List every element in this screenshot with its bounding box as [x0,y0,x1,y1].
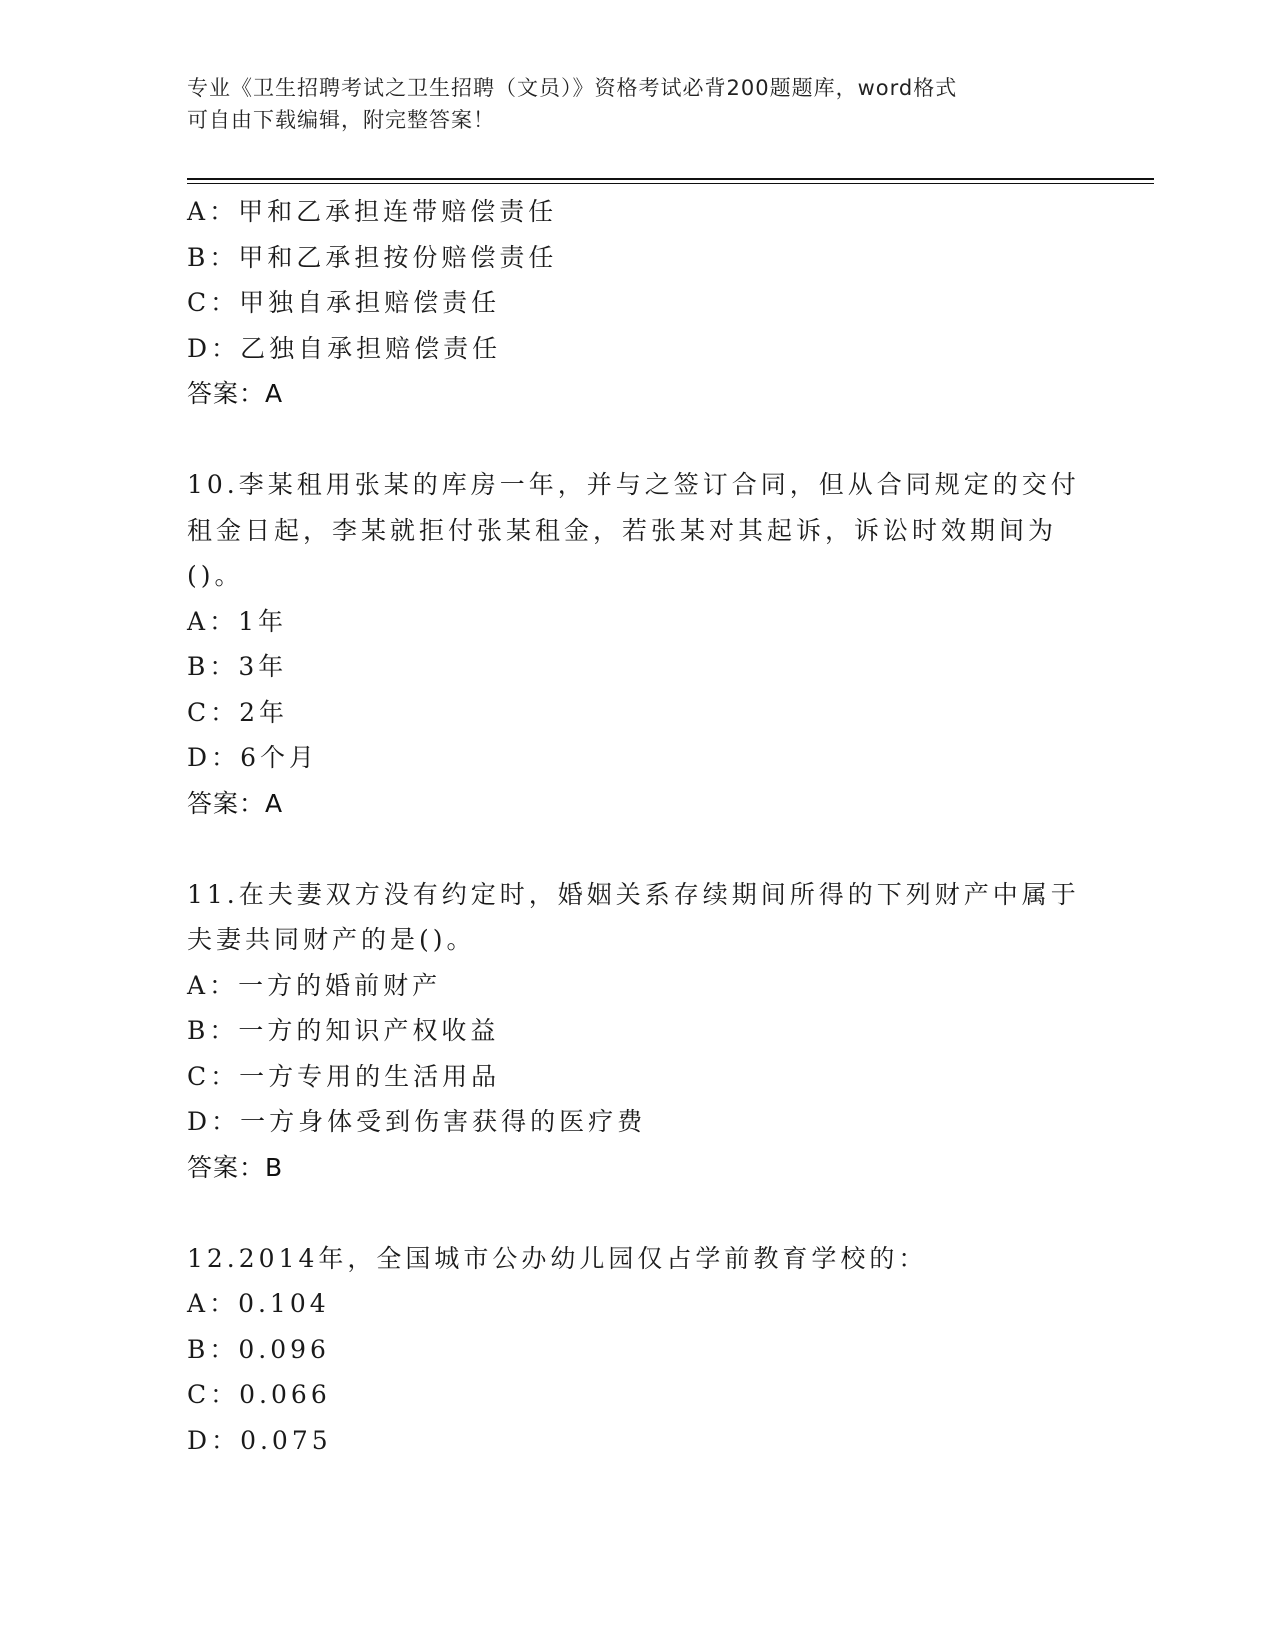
option-a: A：1年 [187,606,287,636]
question-text-line: ()。 [187,561,244,590]
answer: 答案：B [187,1152,284,1182]
option-c: C：2年 [187,697,289,727]
option-b: B：甲和乙承担按份赔偿责任 [187,242,558,272]
header-line-1: 专业《卫生招聘考试之卫生招聘（文员）》资格考试必背200题题库，word格式 [187,76,958,100]
question-12 [187,1236,1087,1464]
question-9 [187,189,1087,417]
question-text-line: 夫妻共同财产的是()。 [187,925,476,954]
document-header [187,72,1067,136]
option-d: D：乙独自承担赔偿责任 [187,333,502,363]
option-c: C：甲独自承担赔偿责任 [187,288,501,317]
question-10 [187,462,1087,826]
option-d: D：一方身体受到伤害获得的医疗费 [187,1107,647,1136]
question-text-line: 12.2014年，全国城市公办幼儿园仅占学前教育学校的： [187,1243,928,1273]
answer: 答案：A [187,788,284,818]
option-a: A：一方的婚前财产 [187,970,442,1000]
header-line-2: 可自由下载编辑，附完整答案！ [187,108,495,132]
option-d: D：6个月 [187,743,318,772]
question-text-line: 租金日起，李某就拒付张某租金，若张某对其起诉，诉讼时效期间为 [187,515,1058,545]
question-11 [187,872,1087,1191]
spacer [187,826,1087,872]
option-a: A：0.104 [187,1289,330,1318]
option-b: B：一方的知识产权收益 [187,1016,500,1045]
header-rule-thin [187,183,1154,184]
question-text-line: 10.李某租用张某的库房一年，并与之签订合同，但从合同规定的交付 [187,470,1080,499]
option-b: B：0.096 [187,1334,330,1364]
option-c: C：0.066 [187,1380,331,1409]
option-c: C：一方专用的生活用品 [187,1061,501,1091]
question-content [187,189,1087,1463]
option-d: D：0.075 [187,1425,332,1455]
spacer [187,417,1087,463]
spacer [187,1190,1087,1236]
header-rule-thick [187,178,1154,180]
answer: 答案：A [187,379,284,408]
option-a: A：甲和乙承担连带赔偿责任 [187,197,558,226]
option-b: B：3年 [187,652,288,681]
question-text-line: 11.在夫妻双方没有约定时，婚姻关系存续期间所得的下列财产中属于 [187,879,1080,909]
